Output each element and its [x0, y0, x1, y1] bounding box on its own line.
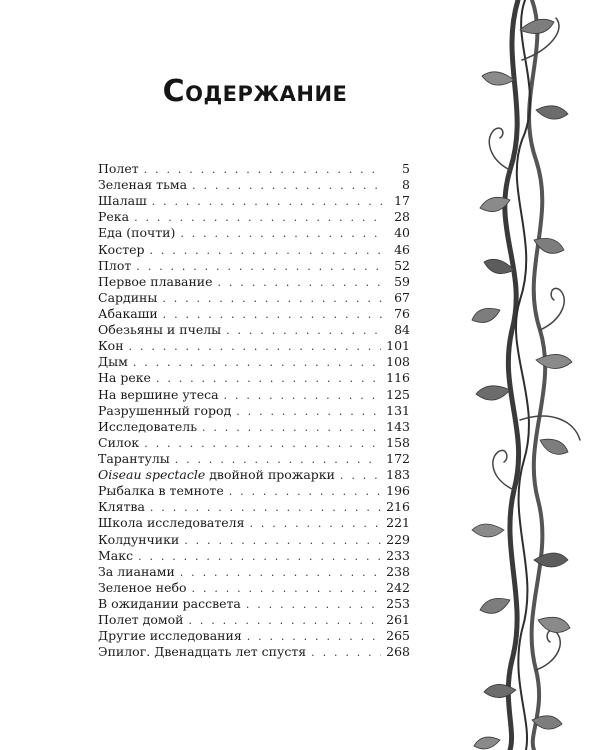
toc-entry-page: 216: [386, 499, 410, 515]
toc-entry-title: Река: [98, 209, 130, 225]
toc-entry-page: 108: [386, 354, 410, 370]
toc-entry-page: 84: [394, 322, 410, 338]
toc-leader-dots: [163, 307, 383, 323]
toc-entry[interactable]: [98, 387, 410, 403]
toc-entry-title: На вершине утеса: [98, 386, 219, 402]
toc-entry-title: Обезьяны и пчелы: [98, 322, 222, 338]
toc-leader-dots: [229, 484, 381, 500]
toc-leader-dots: [150, 243, 383, 259]
toc-leader-dots: [180, 565, 381, 581]
vine-leaves: [472, 19, 572, 749]
toc-entry-title: Сардины: [98, 289, 158, 305]
toc-entry-page: 261: [386, 612, 410, 628]
table-of-contents: [98, 161, 410, 660]
toc-leader-dots: [162, 291, 383, 307]
toc-leader-dots: [144, 162, 383, 178]
toc-entry-title: Силок: [98, 434, 140, 450]
vine-tendril: [489, 128, 510, 170]
toc-entry[interactable]: [98, 580, 410, 596]
toc-leader-dots: [226, 323, 383, 339]
toc-entry-page: 229: [386, 531, 410, 547]
vine-leaf: [536, 106, 568, 119]
toc-entry[interactable]: [98, 354, 410, 370]
toc-entry-title: Колдунчики: [98, 531, 180, 547]
toc-entry-page: 101: [386, 338, 410, 354]
vine-leaf: [472, 524, 504, 537]
toc-entry[interactable]: [98, 403, 410, 419]
toc-entry[interactable]: [98, 242, 410, 258]
toc-entry[interactable]: [98, 419, 410, 435]
toc-leader-dots: [246, 597, 381, 613]
toc-entry-title: Полет домой: [98, 612, 184, 628]
toc-leader-dots: [129, 339, 382, 355]
toc-entry-page: 52: [394, 257, 410, 273]
toc-entry-title: В ожидании рассвета: [98, 595, 241, 611]
toc-entry[interactable]: [98, 451, 410, 467]
toc-entry-title: Школа исследователя: [98, 515, 245, 531]
toc-entry[interactable]: [98, 193, 410, 209]
toc-entry-title: Еда (почти): [98, 225, 176, 241]
vine-leaf: [484, 259, 514, 273]
vine-leaf: [472, 308, 500, 322]
toc-entry[interactable]: [98, 338, 410, 354]
toc-entry-title: Первое плавание: [98, 273, 213, 289]
toc-entry[interactable]: [98, 612, 410, 628]
toc-entry-title: На реке: [98, 370, 151, 386]
toc-entry-title: Костер: [98, 241, 145, 257]
toc-entry-title: Шалаш: [98, 193, 147, 209]
toc-entry-page: 8: [402, 177, 410, 193]
toc-leader-dots: [136, 259, 383, 275]
toc-entry-title: Тарантулы: [98, 450, 170, 466]
toc-entry-title: Клятва: [98, 499, 145, 515]
toc-entry-title: Зеленая тьма: [98, 177, 188, 193]
toc-entry-page: 131: [386, 402, 410, 418]
toc-entry-page: 221: [386, 515, 410, 531]
toc-entry-page: 17: [394, 193, 410, 209]
toc-leader-dots: [192, 178, 383, 194]
toc-entry-page: 253: [386, 595, 410, 611]
toc-entry[interactable]: [98, 515, 410, 531]
toc-entry[interactable]: [98, 628, 410, 644]
toc-entry-page: 242: [386, 579, 410, 595]
toc-entry-page: 158: [386, 434, 410, 450]
toc-entry-title: Кон: [98, 338, 124, 354]
vine-leaf: [474, 737, 500, 749]
toc-entry[interactable]: [98, 322, 410, 338]
toc-leader-dots: [138, 549, 381, 565]
toc-entry[interactable]: [98, 177, 410, 193]
toc-leader-dots: [144, 436, 381, 452]
toc-entry-title-italic: Oiseau spectacle: [98, 467, 206, 483]
vine-tendril: [536, 630, 560, 670]
toc-entry[interactable]: [98, 467, 410, 483]
toc-entry[interactable]: [98, 548, 410, 564]
toc-entry[interactable]: [98, 532, 410, 548]
toc-leader-dots: [250, 516, 382, 532]
vine-leaf: [484, 684, 516, 697]
toc-entry-title: Рыбалка в темноте: [98, 483, 224, 499]
toc-entry-title: [98, 467, 335, 483]
toc-entry-page: 59: [394, 273, 410, 289]
toc-leader-dots: [133, 355, 381, 371]
toc-entry-title: Полет: [98, 161, 139, 176]
toc-entry[interactable]: [98, 274, 410, 290]
toc-entry-page: 125: [386, 386, 410, 402]
toc-entry-title: Абакаши: [98, 305, 158, 321]
toc-leader-dots: [340, 468, 381, 484]
toc-leader-dots: [202, 420, 381, 436]
toc-entry-title: Макс: [98, 547, 134, 563]
toc-entry[interactable]: [98, 258, 410, 274]
toc-leader-dots: [152, 194, 383, 210]
toc-entry-title: Разрушенный город: [98, 402, 232, 418]
toc-entry-page: 46: [394, 241, 410, 257]
toc-entry[interactable]: [98, 306, 410, 322]
toc-entry-title: Дым: [98, 354, 128, 370]
page-title: Содержание: [162, 74, 348, 109]
toc-entry[interactable]: [98, 370, 410, 386]
vine-tendril: [540, 288, 564, 330]
toc-entry[interactable]: [98, 644, 410, 660]
toc-entry-title: Плот: [98, 257, 132, 273]
toc-leader-dots: [150, 500, 381, 516]
vine-leaf: [536, 354, 572, 368]
toc-entry-page: 40: [394, 225, 410, 241]
vine-leaf: [476, 386, 510, 400]
toc-entry-title: Эпилог. Двенадцать лет спустя: [98, 644, 307, 660]
toc-entry[interactable]: [98, 290, 410, 306]
toc-leader-dots: [311, 645, 381, 661]
vine-leaf: [540, 439, 568, 454]
toc-entry-page: 76: [394, 305, 410, 321]
toc-leader-dots: [236, 404, 381, 420]
toc-leader-dots: [192, 581, 382, 597]
toc-leader-dots: [156, 371, 381, 387]
toc-entry-page: 143: [386, 418, 410, 434]
toc-entry-page: 238: [386, 563, 410, 579]
toc-leader-dots: [134, 210, 383, 226]
vine-tendril: [493, 450, 514, 490]
jungle-vine-border-icon: [470, 0, 600, 750]
toc-leader-dots: [247, 629, 381, 645]
toc-entry-title: За лианами: [98, 563, 175, 579]
toc-entry[interactable]: [98, 435, 410, 451]
toc-entry-page: 5: [402, 161, 410, 176]
vine-leaf: [482, 72, 514, 85]
toc-entry-page: 265: [386, 628, 410, 644]
toc-entry-page: 233: [386, 547, 410, 563]
toc-leader-dots: [188, 613, 381, 629]
toc-entry-page: 268: [386, 644, 410, 660]
toc-leader-dots: [180, 226, 383, 242]
toc-entry-page: 67: [394, 289, 410, 305]
toc-entry[interactable]: [98, 564, 410, 580]
toc-entry-title: Исследователь: [98, 418, 198, 434]
vine-leaf: [480, 598, 510, 613]
vine-leaf: [520, 19, 554, 33]
toc-entry[interactable]: [98, 225, 410, 241]
toc-entry-page: 172: [386, 450, 410, 466]
toc-entry[interactable]: [98, 209, 410, 225]
toc-entry-title: Зеленое небо: [98, 579, 187, 595]
toc-entry-title-rest: двойной прожарки: [205, 467, 335, 483]
toc-leader-dots: [184, 533, 381, 549]
vine-stem-main: [505, 0, 519, 750]
toc-leader-dots: [218, 275, 383, 291]
vine-leaf: [538, 617, 570, 632]
toc-entry-title: Другие исследования: [98, 628, 242, 644]
toc-entry[interactable]: [98, 483, 410, 499]
toc-entry-page: 183: [386, 467, 410, 483]
toc-entry-page: 28: [394, 209, 410, 225]
toc-leader-dots: [175, 452, 381, 468]
toc-entry[interactable]: [98, 499, 410, 515]
toc-entry[interactable]: [98, 161, 410, 177]
toc-entry[interactable]: [98, 596, 410, 612]
toc-leader-dots: [224, 388, 382, 404]
toc-entry-page: 196: [386, 483, 410, 499]
toc-entry-page: 116: [386, 370, 410, 386]
